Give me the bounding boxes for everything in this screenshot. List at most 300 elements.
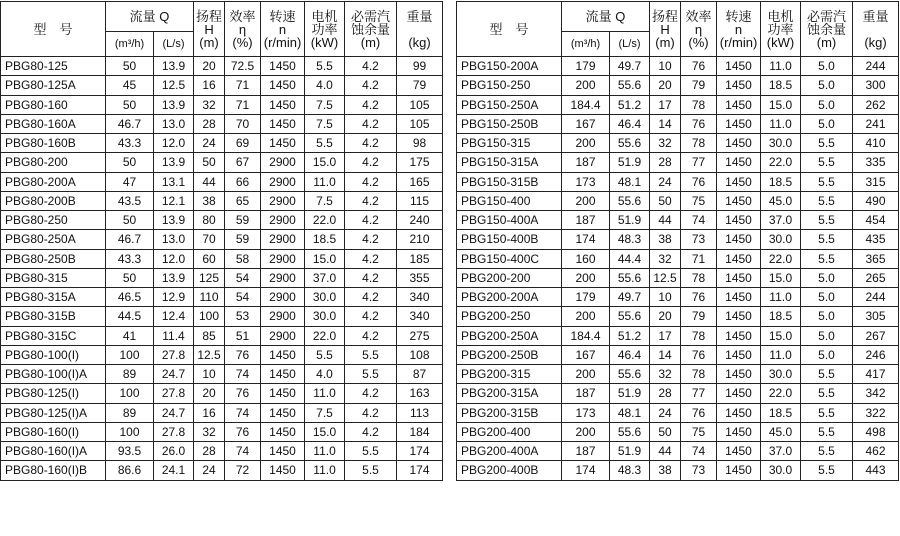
cell-flow-ls: 12.9: [154, 288, 194, 307]
cell-motor-power: 11.0: [761, 114, 801, 133]
cell-flow-ls: 24.1: [154, 461, 194, 480]
cell-npsh: 4.2: [345, 288, 397, 307]
header-flow_unit_m3h: (m³/h): [106, 32, 154, 57]
table-header: [457, 2, 899, 57]
cell-weight: 244: [853, 57, 899, 76]
cell-motor-power: 11.0: [305, 442, 345, 461]
cell-flow-m3h: 160: [562, 249, 610, 268]
table-row: [457, 172, 899, 191]
cell-flow-ls: 13.9: [154, 95, 194, 114]
cell-motor-power: 15.0: [305, 422, 345, 441]
cell-motor-power: 30.0: [305, 307, 345, 326]
header-efficiency: 效率 η (%): [225, 2, 261, 57]
cell-efficiency: 78: [681, 134, 717, 153]
cell-flow-m3h: 43.5: [106, 191, 154, 210]
cell-weight: 322: [853, 403, 899, 422]
cell-speed: 1450: [717, 249, 761, 268]
cell-weight: 262: [853, 95, 899, 114]
cell-model: PBG80-125A: [1, 76, 106, 95]
table-row: [1, 403, 443, 422]
cell-npsh: 4.2: [345, 134, 397, 153]
cell-speed: 1450: [717, 230, 761, 249]
cell-model: PBG200-200A: [457, 288, 562, 307]
cell-head: 20: [650, 307, 681, 326]
cell-head: 32: [194, 95, 225, 114]
cell-efficiency: 67: [225, 153, 261, 172]
cell-npsh: 4.2: [345, 384, 397, 403]
cell-motor-power: 11.0: [305, 384, 345, 403]
cell-speed: 2900: [261, 230, 305, 249]
cell-model: PBG80-200B: [1, 191, 106, 210]
cell-npsh: 5.0: [801, 288, 853, 307]
cell-speed: 1450: [261, 95, 305, 114]
cell-efficiency: 74: [681, 442, 717, 461]
table-row: [457, 114, 899, 133]
header-model: 型 号: [1, 2, 106, 57]
cell-flow-ls: 55.6: [610, 422, 650, 441]
cell-head: 16: [194, 403, 225, 422]
cell-weight: 342: [853, 384, 899, 403]
cell-flow-m3h: 200: [562, 307, 610, 326]
cell-weight: 165: [397, 172, 443, 191]
header-motor: 电机 功率 (kW): [305, 2, 345, 57]
cell-model: PBG80-200A: [1, 172, 106, 191]
cell-head: 60: [194, 249, 225, 268]
table-row: [1, 384, 443, 403]
table-row: [1, 268, 443, 287]
table-row: [457, 57, 899, 76]
cell-model: PBG200-315: [457, 365, 562, 384]
cell-npsh: 5.5: [801, 191, 853, 210]
cell-model: PBG80-315C: [1, 326, 106, 345]
cell-flow-ls: 13.9: [154, 57, 194, 76]
cell-head: 20: [650, 76, 681, 95]
cell-motor-power: 30.0: [305, 288, 345, 307]
cell-flow-ls: 13.1: [154, 172, 194, 191]
cell-weight: 490: [853, 191, 899, 210]
cell-flow-m3h: 93.5: [106, 442, 154, 461]
cell-head: 24: [650, 172, 681, 191]
cell-head: 32: [650, 134, 681, 153]
cell-flow-m3h: 179: [562, 57, 610, 76]
cell-npsh: 4.2: [345, 95, 397, 114]
cell-npsh: 4.2: [345, 326, 397, 345]
cell-efficiency: 70: [225, 114, 261, 133]
cell-npsh: 5.5: [801, 172, 853, 191]
cell-npsh: 4.2: [345, 57, 397, 76]
cell-model: PBG150-250A: [457, 95, 562, 114]
table-row: [457, 326, 899, 345]
cell-flow-ls: 48.1: [610, 172, 650, 191]
cell-model: PBG200-250A: [457, 326, 562, 345]
table-row: [1, 422, 443, 441]
cell-model: PBG200-200: [457, 268, 562, 287]
cell-flow-m3h: 50: [106, 153, 154, 172]
table-row: [1, 442, 443, 461]
cell-speed: 1450: [261, 365, 305, 384]
cell-efficiency: 71: [225, 76, 261, 95]
cell-flow-m3h: 86.6: [106, 461, 154, 480]
cell-efficiency: 76: [681, 114, 717, 133]
cell-model: PBG150-315: [457, 134, 562, 153]
cell-model: PBG80-160B: [1, 134, 106, 153]
cell-motor-power: 11.0: [761, 288, 801, 307]
header-weight: 重量 (kg): [853, 2, 899, 57]
cell-flow-ls: 24.7: [154, 403, 194, 422]
table-header: [1, 2, 443, 57]
table-row: [1, 191, 443, 210]
cell-npsh: 5.5: [801, 422, 853, 441]
cell-efficiency: 75: [681, 191, 717, 210]
cell-head: 28: [650, 153, 681, 172]
cell-head: 38: [194, 191, 225, 210]
table-row: [457, 403, 899, 422]
cell-npsh: 5.0: [801, 114, 853, 133]
cell-motor-power: 30.0: [761, 365, 801, 384]
cell-efficiency: 77: [681, 153, 717, 172]
cell-speed: 1450: [717, 211, 761, 230]
cell-efficiency: 74: [225, 365, 261, 384]
cell-flow-m3h: 187: [562, 211, 610, 230]
cell-flow-ls: 51.2: [610, 95, 650, 114]
cell-head: 17: [650, 326, 681, 345]
cell-head: 16: [194, 76, 225, 95]
cell-flow-m3h: 47: [106, 172, 154, 191]
cell-flow-m3h: 89: [106, 365, 154, 384]
table-row: [457, 422, 899, 441]
cell-efficiency: 72: [225, 461, 261, 480]
cell-efficiency: 59: [225, 230, 261, 249]
cell-npsh: 4.2: [345, 307, 397, 326]
header-speed: 转速 n (r/min): [261, 2, 305, 57]
cell-weight: 355: [397, 268, 443, 287]
cell-efficiency: 76: [681, 403, 717, 422]
cell-model: PBG200-250B: [457, 345, 562, 364]
table-row: [1, 95, 443, 114]
cell-weight: 498: [853, 422, 899, 441]
cell-flow-m3h: 200: [562, 422, 610, 441]
cell-head: 70: [194, 230, 225, 249]
table-row: [1, 249, 443, 268]
cell-flow-ls: 48.3: [610, 461, 650, 480]
cell-head: 38: [650, 230, 681, 249]
table-row: [1, 365, 443, 384]
cell-head: 14: [650, 345, 681, 364]
table-row: [1, 288, 443, 307]
cell-npsh: 5.0: [801, 268, 853, 287]
header-npsh: 必需汽 蚀余量 (m): [345, 2, 397, 57]
cell-motor-power: 18.5: [761, 172, 801, 191]
header-head: 扬程 H (m): [650, 2, 681, 57]
cell-flow-m3h: 200: [562, 365, 610, 384]
cell-weight: 340: [397, 307, 443, 326]
cell-flow-m3h: 50: [106, 268, 154, 287]
table-row: [1, 230, 443, 249]
cell-motor-power: 22.0: [761, 153, 801, 172]
header-flow: 流量 Q: [106, 2, 194, 32]
cell-weight: 108: [397, 345, 443, 364]
cell-head: 12.5: [650, 268, 681, 287]
cell-model: PBG80-160A: [1, 114, 106, 133]
cell-weight: 265: [853, 268, 899, 287]
cell-flow-ls: 12.5: [154, 76, 194, 95]
spec-table-right: [456, 1, 899, 481]
cell-head: 80: [194, 211, 225, 230]
cell-flow-ls: 55.6: [610, 268, 650, 287]
cell-flow-ls: 13.9: [154, 153, 194, 172]
cell-flow-m3h: 100: [106, 422, 154, 441]
cell-head: 28: [194, 442, 225, 461]
cell-head: 44: [650, 211, 681, 230]
cell-npsh: 4.2: [345, 211, 397, 230]
cell-flow-ls: 27.8: [154, 422, 194, 441]
cell-flow-ls: 46.4: [610, 345, 650, 364]
cell-motor-power: 30.0: [761, 230, 801, 249]
cell-speed: 1450: [717, 326, 761, 345]
spec-table-left: [0, 1, 443, 481]
cell-head: 85: [194, 326, 225, 345]
cell-head: 44: [194, 172, 225, 191]
cell-speed: 1450: [717, 268, 761, 287]
cell-efficiency: 78: [681, 365, 717, 384]
cell-head: 24: [194, 134, 225, 153]
cell-head: 32: [194, 422, 225, 441]
cell-model: PBG80-315A: [1, 288, 106, 307]
cell-motor-power: 15.0: [761, 326, 801, 345]
cell-head: 10: [650, 288, 681, 307]
cell-flow-ls: 48.1: [610, 403, 650, 422]
cell-efficiency: 76: [681, 57, 717, 76]
cell-weight: 365: [853, 249, 899, 268]
cell-motor-power: 18.5: [761, 403, 801, 422]
table-row: [457, 76, 899, 95]
cell-weight: 462: [853, 442, 899, 461]
cell-npsh: 5.5: [801, 211, 853, 230]
cell-flow-m3h: 167: [562, 345, 610, 364]
cell-speed: 1450: [717, 384, 761, 403]
table-row: [457, 211, 899, 230]
cell-efficiency: 59: [225, 211, 261, 230]
cell-weight: 244: [853, 288, 899, 307]
cell-model: PBG200-400: [457, 422, 562, 441]
cell-weight: 240: [397, 211, 443, 230]
header-flow: 流量 Q: [562, 2, 650, 32]
cell-efficiency: 54: [225, 288, 261, 307]
cell-weight: 454: [853, 211, 899, 230]
cell-motor-power: 30.0: [761, 134, 801, 153]
table-row: [457, 442, 899, 461]
cell-flow-ls: 24.7: [154, 365, 194, 384]
cell-motor-power: 22.0: [305, 326, 345, 345]
cell-weight: 87: [397, 365, 443, 384]
cell-speed: 1450: [717, 57, 761, 76]
cell-efficiency: 51: [225, 326, 261, 345]
cell-npsh: 4.2: [345, 422, 397, 441]
cell-speed: 1450: [717, 307, 761, 326]
cell-weight: 105: [397, 95, 443, 114]
header-flow_unit_ls: (L/s): [610, 32, 650, 57]
cell-flow-m3h: 46.5: [106, 288, 154, 307]
cell-weight: 275: [397, 326, 443, 345]
cell-speed: 1450: [261, 461, 305, 480]
cell-weight: 210: [397, 230, 443, 249]
cell-speed: 2900: [261, 268, 305, 287]
cell-flow-ls: 51.9: [610, 153, 650, 172]
cell-flow-ls: 55.6: [610, 307, 650, 326]
cell-motor-power: 7.5: [305, 95, 345, 114]
cell-head: 12.5: [194, 345, 225, 364]
table-row: [457, 365, 899, 384]
cell-weight: 105: [397, 114, 443, 133]
table-row: [1, 172, 443, 191]
table-row: [1, 326, 443, 345]
cell-speed: 1450: [261, 442, 305, 461]
cell-efficiency: 71: [225, 95, 261, 114]
cell-head: 50: [650, 191, 681, 210]
cell-model: PBG150-315B: [457, 172, 562, 191]
cell-model: PBG80-315: [1, 268, 106, 287]
cell-weight: 417: [853, 365, 899, 384]
cell-efficiency: 74: [681, 211, 717, 230]
cell-weight: 435: [853, 230, 899, 249]
cell-weight: 246: [853, 345, 899, 364]
cell-weight: 335: [853, 153, 899, 172]
cell-npsh: 4.2: [345, 172, 397, 191]
cell-efficiency: 78: [681, 268, 717, 287]
cell-speed: 2900: [261, 249, 305, 268]
cell-flow-m3h: 187: [562, 384, 610, 403]
cell-npsh: 4.2: [345, 249, 397, 268]
cell-flow-ls: 55.6: [610, 76, 650, 95]
cell-weight: 115: [397, 191, 443, 210]
cell-head: 14: [650, 114, 681, 133]
cell-npsh: 5.0: [801, 345, 853, 364]
cell-flow-ls: 48.3: [610, 230, 650, 249]
cell-weight: 163: [397, 384, 443, 403]
cell-weight: 315: [853, 172, 899, 191]
table-row: [457, 191, 899, 210]
cell-flow-m3h: 174: [562, 230, 610, 249]
cell-flow-m3h: 187: [562, 442, 610, 461]
cell-speed: 1450: [717, 288, 761, 307]
cell-flow-m3h: 184.4: [562, 95, 610, 114]
table-row: [457, 249, 899, 268]
cell-motor-power: 15.0: [761, 95, 801, 114]
cell-npsh: 5.5: [345, 345, 397, 364]
cell-npsh: 4.2: [345, 230, 397, 249]
cell-speed: 1450: [261, 422, 305, 441]
cell-model: PBG80-250A: [1, 230, 106, 249]
cell-flow-m3h: 173: [562, 403, 610, 422]
cell-weight: 184: [397, 422, 443, 441]
table-row: [457, 153, 899, 172]
cell-model: PBG200-315A: [457, 384, 562, 403]
cell-speed: 2900: [261, 153, 305, 172]
table-row: [457, 95, 899, 114]
cell-motor-power: 37.0: [305, 268, 345, 287]
cell-head: 110: [194, 288, 225, 307]
cell-efficiency: 75: [681, 422, 717, 441]
cell-head: 24: [650, 403, 681, 422]
cell-head: 17: [650, 95, 681, 114]
table-row: [457, 345, 899, 364]
cell-flow-ls: 46.4: [610, 114, 650, 133]
header-npsh: 必需汽 蚀余量 (m): [801, 2, 853, 57]
cell-npsh: 4.2: [345, 114, 397, 133]
table-row: [1, 76, 443, 95]
cell-head: 44: [650, 442, 681, 461]
table-row: [1, 153, 443, 172]
cell-speed: 1450: [261, 76, 305, 95]
cell-efficiency: 74: [225, 403, 261, 422]
table-row: [1, 57, 443, 76]
cell-motor-power: 5.5: [305, 134, 345, 153]
cell-npsh: 5.5: [801, 230, 853, 249]
cell-flow-ls: 12.0: [154, 134, 194, 153]
cell-speed: 2900: [261, 211, 305, 230]
cell-flow-ls: 13.0: [154, 114, 194, 133]
cell-head: 28: [650, 384, 681, 403]
table-row: [457, 268, 899, 287]
cell-speed: 1450: [717, 172, 761, 191]
header-flow_unit_ls: (L/s): [154, 32, 194, 57]
cell-motor-power: 37.0: [761, 442, 801, 461]
cell-npsh: 5.5: [801, 442, 853, 461]
cell-flow-m3h: 46.7: [106, 230, 154, 249]
table-row: [1, 345, 443, 364]
cell-flow-ls: 51.9: [610, 384, 650, 403]
cell-motor-power: 7.5: [305, 191, 345, 210]
cell-speed: 1450: [717, 134, 761, 153]
cell-head: 38: [650, 461, 681, 480]
cell-flow-m3h: 200: [562, 191, 610, 210]
cell-npsh: 5.5: [345, 442, 397, 461]
cell-model: PBG150-200A: [457, 57, 562, 76]
cell-efficiency: 76: [681, 172, 717, 191]
cell-speed: 1450: [717, 114, 761, 133]
cell-weight: 340: [397, 288, 443, 307]
cell-efficiency: 53: [225, 307, 261, 326]
cell-flow-ls: 12.0: [154, 249, 194, 268]
cell-motor-power: 15.0: [305, 153, 345, 172]
cell-npsh: 4.2: [345, 76, 397, 95]
cell-speed: 1450: [261, 384, 305, 403]
cell-weight: 267: [853, 326, 899, 345]
cell-speed: 1450: [717, 95, 761, 114]
cell-motor-power: 18.5: [761, 307, 801, 326]
cell-flow-m3h: 50: [106, 57, 154, 76]
cell-weight: 305: [853, 307, 899, 326]
cell-motor-power: 5.5: [305, 57, 345, 76]
cell-weight: 174: [397, 461, 443, 480]
cell-motor-power: 37.0: [761, 211, 801, 230]
cell-flow-m3h: 43.3: [106, 249, 154, 268]
table-row: [457, 384, 899, 403]
cell-flow-ls: 12.1: [154, 191, 194, 210]
cell-motor-power: 22.0: [305, 211, 345, 230]
cell-npsh: 4.2: [345, 153, 397, 172]
cell-npsh: 5.5: [801, 153, 853, 172]
cell-head: 20: [194, 384, 225, 403]
header-head: 扬程 H (m): [194, 2, 225, 57]
cell-flow-m3h: 200: [562, 268, 610, 287]
cell-model: PBG80-100(I)A: [1, 365, 106, 384]
cell-weight: 241: [853, 114, 899, 133]
cell-npsh: 5.5: [801, 249, 853, 268]
cell-model: PBG200-400B: [457, 461, 562, 480]
cell-motor-power: 15.0: [761, 268, 801, 287]
cell-weight: 99: [397, 57, 443, 76]
